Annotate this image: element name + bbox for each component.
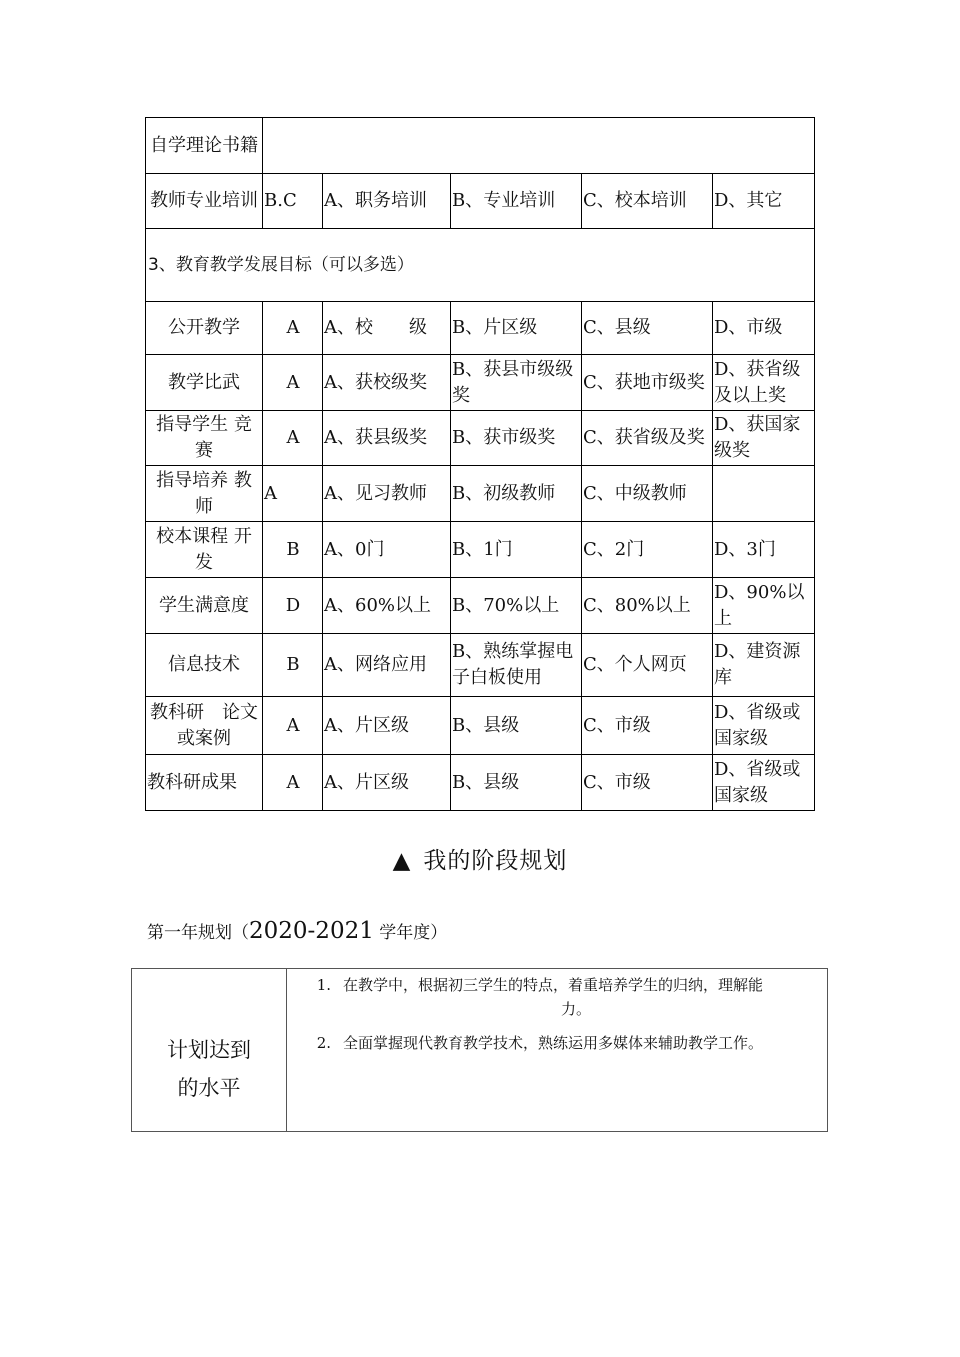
option-a: A、片区级 [323,697,451,755]
stage-title-text: 我的阶段规划 [423,848,568,874]
option-b: B、获县市级级奖 [451,355,582,411]
option-d: D、建资源库 [713,634,815,697]
option-b: B、70%以上 [451,578,582,634]
option-b: B、1门 [451,522,582,578]
selected-option: D [263,578,323,634]
option-d: D、获省级及以上奖 [713,355,815,411]
option-d: D、省级或国家级 [713,755,815,811]
table-row [146,355,815,411]
option-a: A、职务培训 [323,174,451,229]
item-text-line2: 力。 [560,1000,591,1018]
year-heading-suffix: 学年度） [373,923,448,943]
development-goals-table [145,117,815,811]
self-study-content-cell [263,118,815,174]
option-a: A、60%以上 [323,578,451,634]
year-heading-prefix: 第一年规划（ [147,923,249,943]
plan-label-line2: 的水平 [177,1075,241,1100]
row-label: 指导培养 教师 [146,466,263,522]
option-b: B、获市级奖 [451,411,582,466]
selected-option: A [263,302,323,355]
option-c: C、县级 [582,302,713,355]
plan-level-label [132,969,287,1132]
selected-option: A [263,355,323,411]
option-c: C、市级 [582,697,713,755]
option-a: A、0门 [323,522,451,578]
table-row [146,466,815,522]
option-c: C、校本培训 [582,174,713,229]
option-a: A、网络应用 [323,634,451,697]
table-row-section-heading [146,229,815,302]
item-number: 1. [316,976,331,994]
option-d: D、市级 [713,302,815,355]
option-d: D、省级或国家级 [713,697,815,755]
option-b: B、初级教师 [451,466,582,522]
item-text-line1: 在教学中，根据初三学生的特点，着重培养学生的归纳，理解能 [343,976,764,994]
row-label: 教科研 论文或案例 [146,697,263,755]
row-label: 自学理论书籍 [146,118,263,174]
option-d: D、90%以上 [713,578,815,634]
year-plan-heading [147,918,447,944]
table-row [146,634,815,697]
item-text [343,1031,809,1055]
table-row [146,411,815,466]
table-row [146,578,815,634]
selected-option: B [263,634,323,697]
item-text-line1: 全面掌握现代教育教学技术，熟练运用多媒体来辅助教学工作。 [343,1034,764,1052]
table-row-self-study [146,118,815,174]
item-text [343,973,809,1021]
option-a: A、校 级 [323,302,451,355]
option-c: C、获地市级奖 [582,355,713,411]
option-a: A、见习教师 [323,466,451,522]
option-c: C、80%以上 [582,578,713,634]
row-label: 校本课程 开发 [146,522,263,578]
option-c: C、个人网页 [582,634,713,697]
option-d [713,466,815,522]
option-a: A、获校级奖 [323,355,451,411]
option-b: B、片区级 [451,302,582,355]
stage-plan-title [0,842,960,875]
list-item [305,1031,809,1055]
row-label: 信息技术 [146,634,263,697]
option-b: B、熟练掌握电子白板使用 [451,634,582,697]
table-row-training [146,174,815,229]
row-label: 教科研成果 [146,755,263,811]
table-row [146,522,815,578]
option-d: D、3门 [713,522,815,578]
selected-option: B [263,522,323,578]
table-row [146,755,815,811]
selected-option: A [263,466,323,522]
option-a: A、片区级 [323,755,451,811]
year-plan-table [131,968,828,1132]
selected-option: B.C [263,174,323,229]
selected-option: A [263,411,323,466]
table-row [146,697,815,755]
row-label: 指导学生 竞赛 [146,411,263,466]
selected-option: A [263,755,323,811]
option-d: D、其它 [713,174,815,229]
plan-level-content [287,969,828,1132]
option-c: C、2门 [582,522,713,578]
triangle-up-icon: ▲ [392,848,412,874]
option-b: B、县级 [451,755,582,811]
option-b: B、专业培训 [451,174,582,229]
option-d: D、获国家级奖 [713,411,815,466]
selected-option: A [263,697,323,755]
option-b: B、县级 [451,697,582,755]
year-range: 2020-2021 [249,918,374,944]
row-label: 公开教学 [146,302,263,355]
list-item [305,973,809,1021]
item-number: 2. [316,1034,331,1052]
row-label: 教师专业培训 [146,174,263,229]
row-label: 教学比武 [146,355,263,411]
option-c: C、市级 [582,755,713,811]
row-label: 学生满意度 [146,578,263,634]
section-heading: 3、教育教学发展目标（可以多选） [146,229,815,302]
plan-label-line1: 计划达到 [167,1037,251,1062]
option-c: C、中级教师 [582,466,713,522]
option-c: C、获省级及奖 [582,411,713,466]
option-a: A、获县级奖 [323,411,451,466]
table-row [146,302,815,355]
